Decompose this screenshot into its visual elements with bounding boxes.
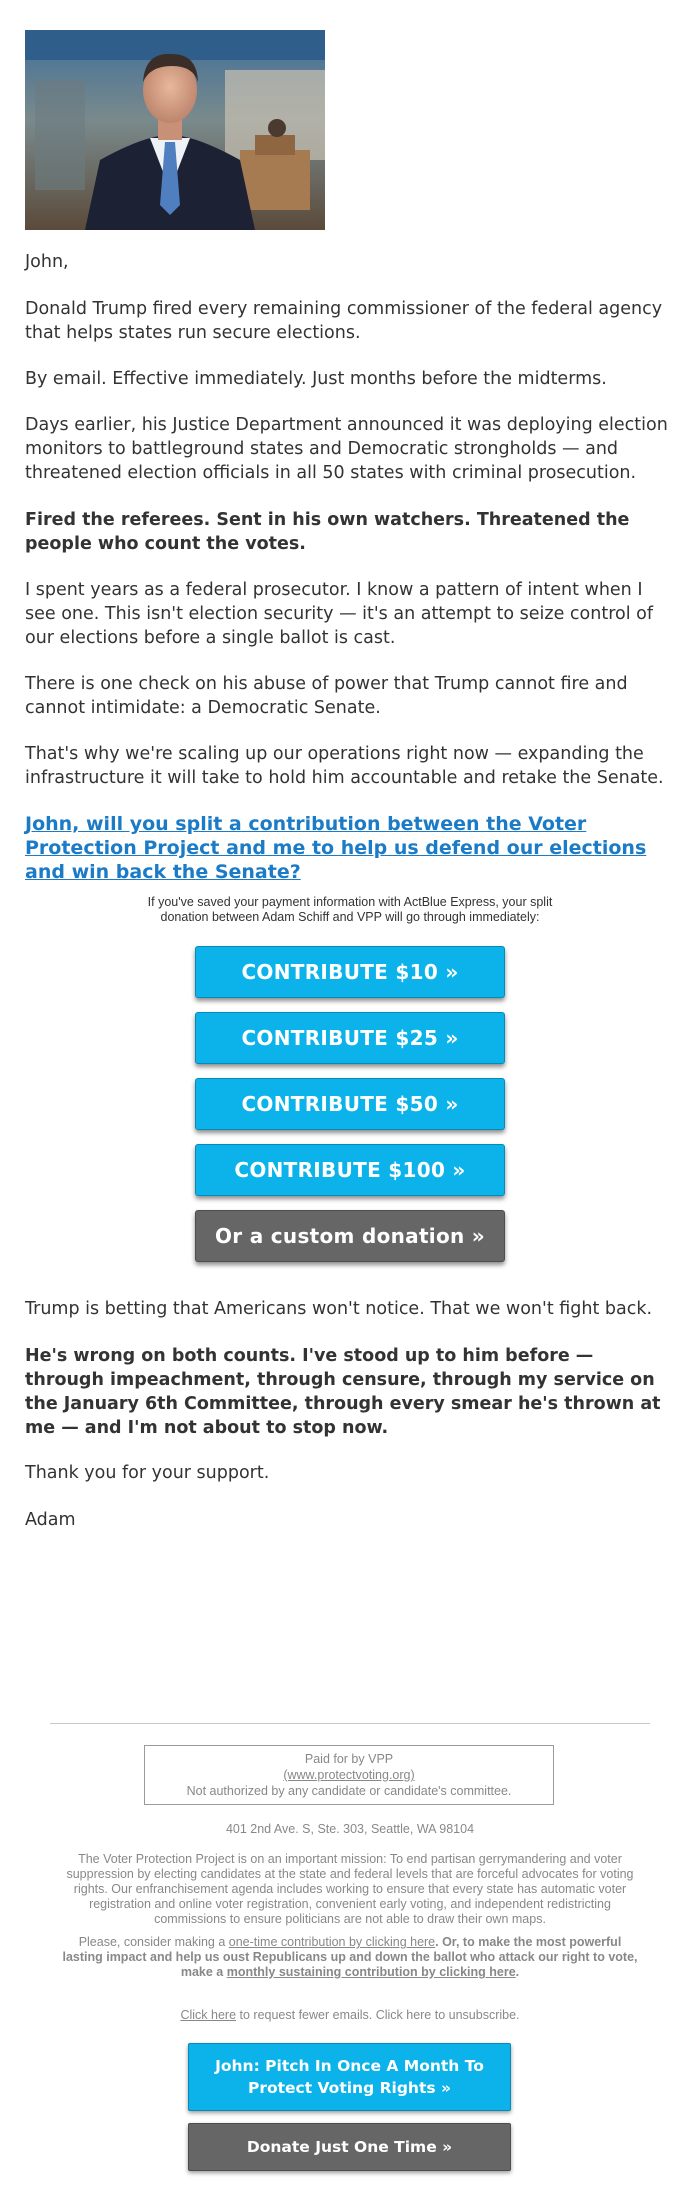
paragraph-7: That's why we're scaling up our operations right now — expanding the infrastructure it will take to hold him accountable and retake the Senate. xyxy=(25,744,664,788)
consider-bold: . Or, to make the most powerful lasting impact and help us oust Republicans up and down the ballot who attack our right to vote, make a xyxy=(62,1935,638,1979)
monthly-contribution-link[interactable]: monthly sustaining contribution by clicking here xyxy=(226,1965,516,1979)
paragraph-5: I spent years as a federal prosecutor. I know a pattern of intent when I see one. This isn't election security — it's an attempt to seize control of our elections before a single ballot is cast. xyxy=(25,580,654,648)
contribute-25-button[interactable]: CONTRIBUTE $25 » xyxy=(195,1012,505,1064)
footer-divider xyxy=(50,1723,650,1724)
one-time-contribution-link[interactable]: one-time contribution by clicking here xyxy=(228,1935,436,1949)
paragraph-6: There is one check on his abuse of power that Trump cannot fire and cannot intimidate: a Democratic Senate. xyxy=(25,674,628,718)
paragraph-8: Trump is betting that Americans won't notice. That we won't fight back. xyxy=(25,1299,653,1319)
hero-photo xyxy=(25,30,325,230)
donate-one-time-button[interactable]: Donate Just One Time » xyxy=(188,2123,511,2171)
split-contribution-link[interactable]: John, will you split a contribution between the Voter Protection Project and me to help us defend our elections and win back the Senate? xyxy=(25,813,647,883)
greeting: John, xyxy=(25,252,69,272)
fewer-emails-link[interactable]: Click here xyxy=(180,2008,237,2022)
paragraph-10: Thank you for your support. xyxy=(25,1463,270,1483)
paragraph-2: By email. Effective immediately. Just months before the midterms. xyxy=(25,369,607,389)
paragraph-3: Days earlier, his Justice Department announced it was deploying election monitors to battleground states and Democratic strongholds — and threatened election officials in all 50 states with criminal prosecution. xyxy=(25,415,668,483)
mailing-address: 401 2nd Ave. S, Ste. 303, Seattle, WA 98104 xyxy=(225,1822,475,1836)
actblue-express-note: If you've saved your payment information with ActBlue Express, your split donation between Adam Schiff and VPP will go through immediately: xyxy=(147,895,553,924)
contribution-options-text xyxy=(60,1935,640,1980)
email-preferences-text xyxy=(60,2008,640,2023)
contribute-50-button[interactable]: CONTRIBUTE $50 » xyxy=(195,1078,505,1130)
paragraph-9-bold: He's wrong on both counts. I've stood up to him before — through impeachment, through censure, through my service on the January 6th Committee, through every smear he's thrown at me — and I'm not about to stop now. xyxy=(25,1346,661,1438)
paid-for-box xyxy=(144,1745,554,1805)
signoff: Adam xyxy=(25,1510,76,1530)
custom-donation-button[interactable]: Or a custom donation » xyxy=(195,1210,505,1262)
paragraph-1: Donald Trump fired every remaining commissioner of the federal agency that helps states run secure elections. xyxy=(25,299,663,343)
paragraph-4-bold: Fired the referees. Sent in his own watchers. Threatened the people who count the votes. xyxy=(25,510,630,554)
monthly-pitch-in-button[interactable]: John: Pitch In Once A Month To Protect Voting Rights » xyxy=(188,2043,511,2111)
disclaimer-text: Not authorized by any candidate or candidate's committee. xyxy=(186,1784,512,1798)
portrait-image xyxy=(25,30,325,230)
fewer-emails-text: to request fewer emails. Click here to unsubscribe. xyxy=(236,2008,520,2022)
contribute-10-button[interactable]: CONTRIBUTE $10 » xyxy=(195,946,505,998)
paid-by-text: Paid for by VPP xyxy=(304,1752,394,1766)
contribute-100-button[interactable]: CONTRIBUTE $100 » xyxy=(195,1144,505,1196)
website-link[interactable]: (www.protectvoting.org) xyxy=(283,1768,415,1782)
mission-statement: The Voter Protection Project is on an important mission: To end partisan gerrymandering and voter suppression by electing candidates at the state and federal levels that are forceful advocates for voting rights. Our enfranchisement agenda includes working to ensure that every state has automatic voter registration and online voter registration, convenient early voting, and independent redistricting commissions to ensure politicians are not able to draw their own maps. xyxy=(66,1852,634,1926)
consider-end: . xyxy=(515,1965,520,1979)
consider-prefix: Please, consider making a xyxy=(78,1935,229,1949)
